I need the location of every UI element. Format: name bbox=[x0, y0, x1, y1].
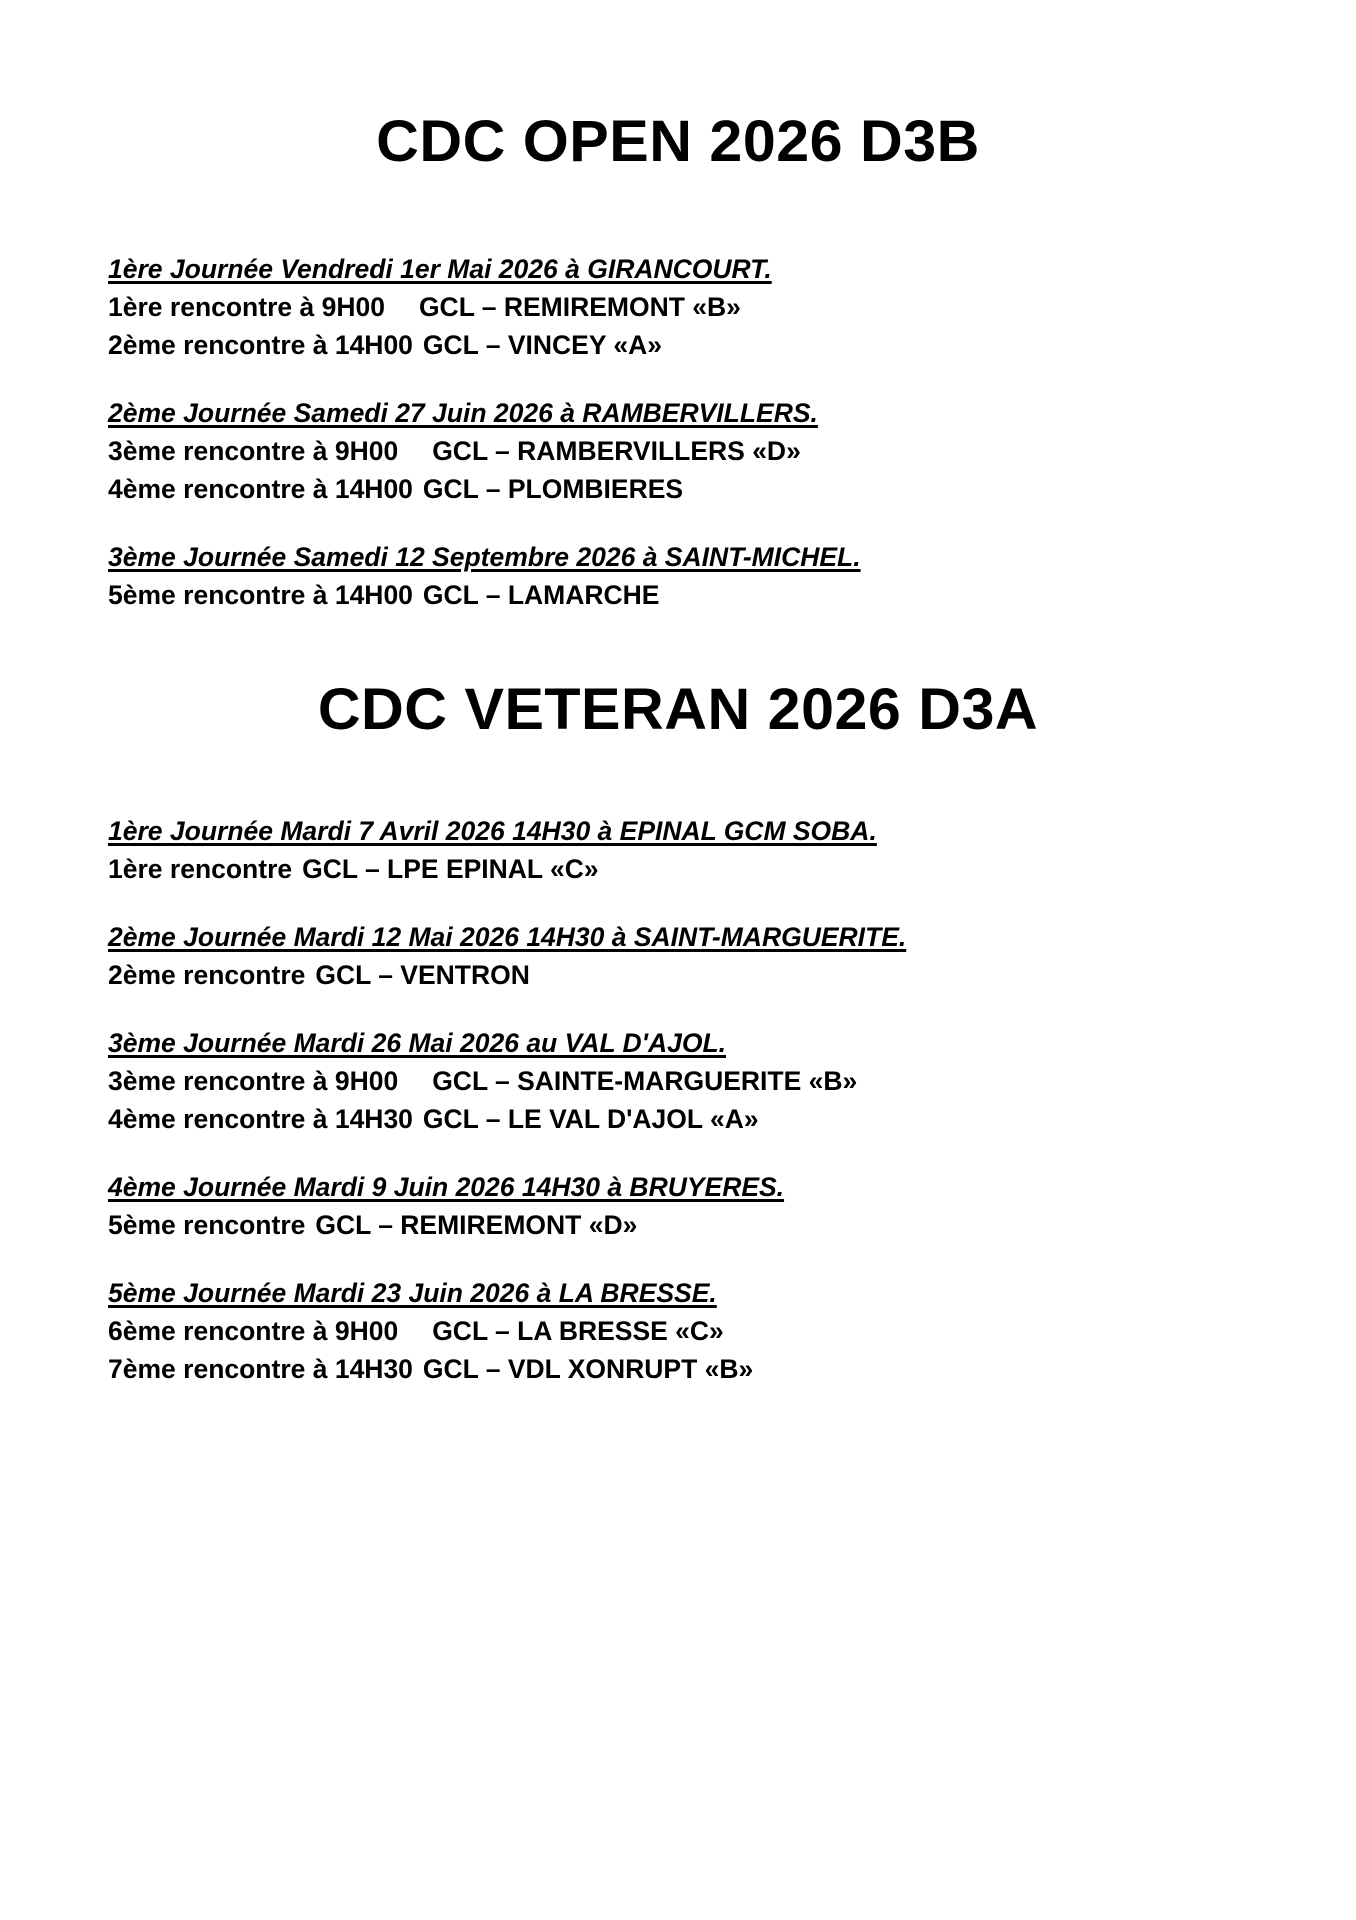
rencontre-label: 6ème rencontre à 9H00 bbox=[108, 1316, 399, 1346]
rencontre-match: GCL – PLOMBIERES bbox=[422, 474, 684, 504]
rencontre-line bbox=[108, 432, 1258, 470]
journee-header: 5ème Journée Mardi 23 Juin 2026 à LA BRESSE. bbox=[108, 1278, 717, 1308]
rencontre-line bbox=[108, 470, 1258, 508]
rencontre-match: GCL – VENTRON bbox=[315, 960, 530, 990]
journee-block bbox=[108, 1024, 1258, 1138]
section-open-body bbox=[108, 250, 1258, 614]
rencontre-match: GCL – RAMBERVILLERS «D» bbox=[432, 436, 801, 466]
journee-header: 3ème Journée Samedi 12 Septembre 2026 à SAINT-MICHEL. bbox=[108, 542, 861, 572]
rencontre-match: GCL – REMIREMONT «B» bbox=[418, 292, 741, 322]
rencontre-line bbox=[108, 1100, 1258, 1138]
rencontre-match: GCL – REMIREMONT «D» bbox=[315, 1210, 638, 1240]
rencontre-label: 4ème rencontre à 14H00 bbox=[108, 474, 413, 504]
rencontre-line bbox=[108, 576, 1258, 614]
journee-block bbox=[108, 538, 1258, 614]
rencontre-match: GCL – LAMARCHE bbox=[422, 580, 660, 610]
rencontre-line bbox=[108, 956, 1258, 994]
rencontre-line bbox=[108, 1350, 1258, 1388]
journee-header: 2ème Journée Mardi 12 Mai 2026 14H30 à SAINT-MARGUERITE. bbox=[108, 922, 907, 952]
journee-header: 2ème Journée Samedi 27 Juin 2026 à RAMBERVILLERS. bbox=[108, 398, 818, 428]
rencontre-line bbox=[108, 1062, 1258, 1100]
journee-header: 4ème Journée Mardi 9 Juin 2026 14H30 à BRUYERES. bbox=[108, 1172, 785, 1202]
rencontre-match: GCL – LE VAL D'AJOL «A» bbox=[422, 1104, 759, 1134]
rencontre-line bbox=[108, 288, 1258, 326]
rencontre-label: 2ème rencontre à 14H00 bbox=[108, 330, 413, 360]
rencontre-label: 3ème rencontre à 9H00 bbox=[108, 1066, 399, 1096]
journee-block bbox=[108, 250, 1258, 364]
rencontre-line bbox=[108, 1206, 1258, 1244]
section-open-title-container bbox=[0, 109, 1356, 174]
rencontre-match: GCL – VDL XONRUPT «B» bbox=[422, 1354, 754, 1384]
section-title-veteran: CDC VETERAN 2026 D3A bbox=[317, 677, 1039, 742]
journee-header: 1ère Journée Mardi 7 Avril 2026 14H30 à EPINAL GCM SOBA. bbox=[108, 816, 877, 846]
rencontre-match: GCL – SAINTE-MARGUERITE «B» bbox=[432, 1066, 858, 1096]
rencontre-match: GCL – VINCEY «A» bbox=[422, 330, 663, 360]
rencontre-label: 5ème rencontre bbox=[108, 1210, 306, 1240]
rencontre-label: 5ème rencontre à 14H00 bbox=[108, 580, 413, 610]
journee-header: 1ère Journée Vendredi 1er Mai 2026 à GIRANCOURT. bbox=[108, 254, 772, 284]
journee-block bbox=[108, 918, 1258, 994]
section-veteran-title-container bbox=[0, 677, 1356, 742]
journee-block bbox=[108, 394, 1258, 508]
journee-block bbox=[108, 1168, 1258, 1244]
rencontre-line bbox=[108, 850, 1258, 888]
section-veteran-body bbox=[108, 812, 1258, 1388]
rencontre-label: 7ème rencontre à 14H30 bbox=[108, 1354, 413, 1384]
journee-block bbox=[108, 812, 1258, 888]
rencontre-label: 2ème rencontre bbox=[108, 960, 306, 990]
rencontre-line bbox=[108, 1312, 1258, 1350]
rencontre-label: 4ème rencontre à 14H30 bbox=[108, 1104, 413, 1134]
rencontre-label: 1ère rencontre à 9H00 bbox=[108, 292, 385, 322]
rencontre-match: GCL – LPE EPINAL «C» bbox=[302, 854, 599, 884]
rencontre-match: GCL – LA BRESSE «C» bbox=[432, 1316, 724, 1346]
journee-block bbox=[108, 1274, 1258, 1388]
rencontre-label: 3ème rencontre à 9H00 bbox=[108, 436, 399, 466]
section-title-open: CDC OPEN 2026 D3B bbox=[376, 109, 980, 174]
journee-header: 3ème Journée Mardi 26 Mai 2026 au VAL D'AJOL. bbox=[108, 1028, 727, 1058]
rencontre-line bbox=[108, 326, 1258, 364]
rencontre-label: 1ère rencontre bbox=[108, 854, 293, 884]
